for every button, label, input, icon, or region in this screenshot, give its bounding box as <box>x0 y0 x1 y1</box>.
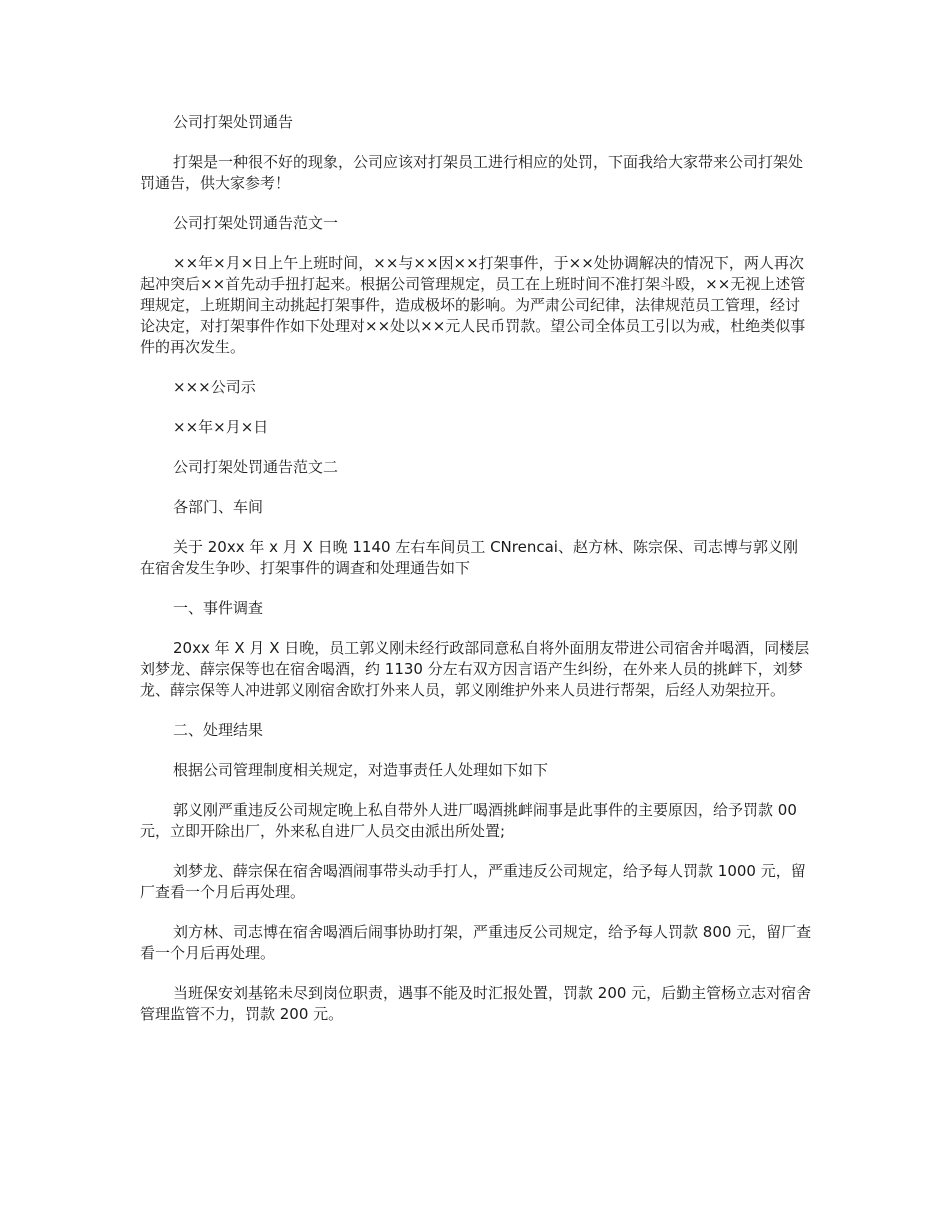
signature-line: ×××公司示 <box>173 378 256 396</box>
date-line: ××年×月×日 <box>173 418 269 436</box>
body-paragraph: 关于 20xx 年 x 月 X 日晚 1140 左右车间员工 CNrencai、赵方林、陈宗保、司志博与郭义刚在宿舍发生争吵、打架事件的调查和处理通告如下 <box>140 538 798 577</box>
body-paragraph: 刘梦龙、薛宗保在宿舍喝酒闹事带头动手打人，严重违反公司规定，给予每人罚款 1000 元，留厂查看一个月后再处理。 <box>140 862 806 901</box>
body-paragraph: 当班保安刘基铭未尽到岗位职责，遇事不能及时汇报处置，罚款 200 元，后勤主管杨立志对宿舍管理监管不力，罚款 200 元。 <box>140 984 812 1023</box>
body-paragraph: 刘方林、司志博在宿舍喝酒后闹事协助打架，严重违反公司规定，给予每人罚款 800 元，留厂查看一个月后再处理。 <box>140 923 812 962</box>
subsection-heading: 二、处理结果 <box>173 721 264 739</box>
body-paragraph: 20xx 年 X 月 X 日晚，员工郭义刚未经行政部同意私自将外面朋友带进公司宿舍并喝酒，同楼层刘梦龙、薛宗保等也在宿舍喝酒，约 1130 分左右双方因言语产生纠纷，在外来人员的挑衅下，刘梦龙、薛宗保等人冲进郭义刚宿舍欧打外来人员，郭义刚维护外来人员进行帮架，后经人劝架拉开。 <box>140 639 810 699</box>
body-paragraph: ××年×月×日上午上班时间，××与××因××打架事件，于××处协调解决的情况下，两人再次起冲突后××首先动手扭打起来。根据公司管理规定，员工在上班时间不准打架斗殴，××无视上述管理规定，上班期间主动挑起打架事件，造成极坏的影响。为严肃公司纪律，法律规范员工管理，经讨论决定，对打架事件作如下处理对××处以××元人民币罚款。望公司全体员工引以为戒，杜绝类似事件的再次发生。 <box>140 254 806 356</box>
section-heading: 公司打架处罚通告范文一 <box>173 214 339 232</box>
intro-paragraph: 打架是一种很不好的现象，公司应该对打架员工进行相应的处罚，下面我给大家带来公司打架处罚通告，供大家参考！ <box>140 153 804 192</box>
salutation: 各部门、车间 <box>173 498 264 516</box>
document-body <box>140 112 812 1044</box>
document-title: 公司打架处罚通告 <box>173 113 294 131</box>
body-paragraph: 郭义刚严重违反公司规定晚上私自带外人进厂喝酒挑衅闹事是此事件的主要原因，给予罚款 00 元，立即开除出厂，外来私自进厂人员交由派出所处置; <box>140 801 797 840</box>
subsection-heading: 一、事件调查 <box>173 599 264 617</box>
section-heading: 公司打架处罚通告范文二 <box>173 458 339 476</box>
body-paragraph: 根据公司管理制度相关规定，对造事责任人处理如下如下 <box>173 761 549 779</box>
